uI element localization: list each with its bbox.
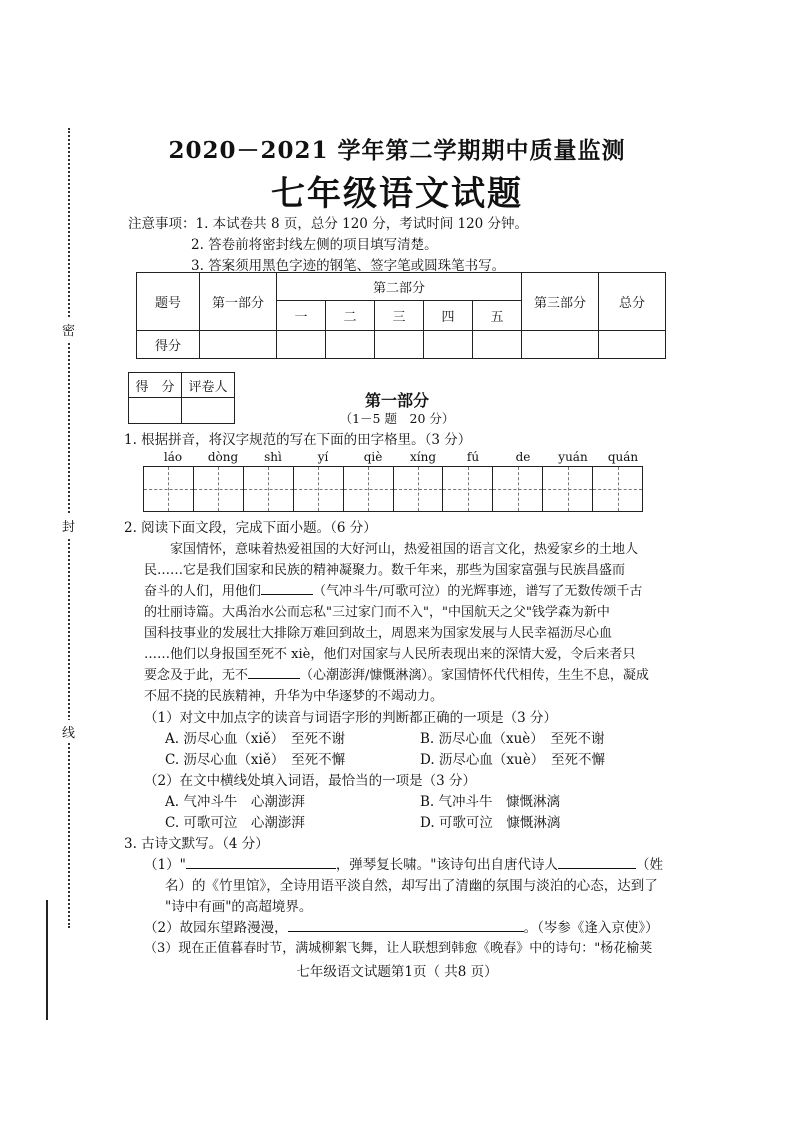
section-3: 三: [375, 301, 424, 331]
score-cell[interactable]: [200, 331, 277, 359]
section-5: 五: [473, 301, 522, 331]
poet-name-blank[interactable]: [558, 856, 636, 869]
page-footer: 七年级语文试题第1页（ 共8 页）: [296, 964, 498, 980]
header-part1: 第一部分: [200, 273, 277, 331]
q2-sub1-option-b[interactable]: B. 沥尽心血（xuè） 至死不谢: [420, 731, 605, 747]
passage-line-4: 的壮丽诗篇。大禹治水公而忘私"三过家门而不入"，"中国航天之父"钱学森为新中: [144, 605, 610, 620]
tianzige-cell[interactable]: [493, 467, 543, 511]
passage-line-7: [144, 664, 649, 683]
q2-sub1-option-a[interactable]: A. 沥尽心血（xiě） 至死不谢: [165, 731, 346, 747]
pinyin-6: xíng: [409, 450, 436, 464]
seal-char-feng: 封: [62, 514, 75, 537]
part1-title: 第一部分: [364, 391, 429, 410]
score-cell[interactable]: [599, 331, 666, 359]
score-cell[interactable]: [424, 331, 473, 359]
header-tihao: 题号: [137, 273, 200, 331]
passage-line-7a: 要念及于此，无不: [144, 668, 249, 683]
q2-sub2-option-c[interactable]: C. 可歌可泣 心潮澎湃: [165, 815, 305, 831]
grader-reviewer-label: 评卷人: [182, 373, 235, 398]
grader-score-label: 得 分: [129, 373, 182, 398]
pinyin-4: yí: [317, 450, 329, 464]
row-defen: 得分: [137, 331, 200, 359]
exam-title: 2020－2021 学年第二学期期中质量监测: [168, 137, 626, 164]
q3-l1-c: （姓: [636, 857, 664, 873]
tianzige-grid: [143, 466, 643, 512]
passage-line-8: 不屈不挠的民族精神，升华为中华逐梦的不竭动力。: [144, 689, 444, 704]
note-2: 2. 答卷前将密封线左侧的项目填写清楚。: [191, 237, 438, 253]
section-2: 二: [326, 301, 375, 331]
q3-l1-a: （1）": [144, 857, 186, 873]
passage-line-2: 民……它是我们国家和民族的精神凝聚力。数千年来，那些为国家富强与民族昌盛而: [144, 563, 626, 578]
q3-l4-a: （2）故园东望路漫漫，: [144, 920, 288, 936]
score-cell[interactable]: [522, 331, 599, 359]
passage-line-1: 家国情怀，意味着热爱祖国的大好河山，热爱祖国的语言文化，热爱家乡的土地人: [170, 542, 639, 557]
score-cell[interactable]: [375, 331, 424, 359]
q2-sub1: （1）对文中加点字的读音与词语字形的判断都正确的一项是（3 分）: [144, 710, 557, 726]
header-part3: 第三部分: [522, 273, 599, 331]
passage-line-5: 国科技事业的发展壮大排除万难回到故土，周恩来为国家发展与人民幸福沥尽心血: [144, 626, 613, 641]
passage-line-3b: （气冲斗牛/可歌可泣）的光辉事迹，谱写了无数传颂千古: [313, 584, 643, 599]
tianzige-cell[interactable]: [244, 467, 294, 511]
section-4: 四: [424, 301, 473, 331]
q3-line-1: [144, 853, 663, 873]
passage-blank-2[interactable]: [248, 666, 300, 679]
pinyin-9: yuán: [558, 450, 588, 464]
poem-blank-1[interactable]: [186, 856, 336, 869]
q2-sub2-option-d[interactable]: D. 可歌可泣 慷慨淋漓: [420, 815, 561, 831]
passage-line-6: ……他们以身报国至死不 xiè，他们对国家与人民所表现出来的深情大爱，令后来者只: [144, 647, 636, 662]
passage-line-7b: （心潮澎湃/慷慨淋漓）。家国情怀代代相传，生生不息，凝成: [300, 668, 649, 683]
score-cell[interactable]: [473, 331, 522, 359]
passage-line-3: [144, 580, 642, 599]
header-part2: 第二部分: [277, 273, 522, 301]
q2-sub1-option-d[interactable]: D. 沥尽心血（xuè） 至死不懈: [420, 752, 605, 768]
q2-sub2-option-b[interactable]: B. 气冲斗牛 慷慨淋漓: [420, 794, 561, 810]
poem-blank-2[interactable]: [288, 919, 524, 932]
pinyin-8: de: [515, 450, 531, 464]
tianzige-cell[interactable]: [593, 467, 642, 511]
exam-subject: 七年级语文试题: [271, 174, 523, 214]
pinyin-3: shì: [264, 450, 282, 464]
passage-line-3a: 奋斗的人们，用他们: [144, 584, 262, 599]
pinyin-2: dòng: [207, 450, 239, 464]
tianzige-cell[interactable]: [543, 467, 593, 511]
tianzige-cell[interactable]: [443, 467, 493, 511]
q3-l4-b: 。（岑参《逢入京使》）: [523, 920, 659, 936]
score-cell[interactable]: [277, 331, 326, 359]
q1-stem: 1. 根据拼音，将汉字规范的写在下面的田字格里。（3 分）: [124, 432, 472, 448]
tianzige-cell[interactable]: [394, 467, 444, 511]
note-1: 注意事项：1. 本试卷共 8 页，总分 120 分，考试时间 120 分钟。: [128, 216, 529, 232]
tianzige-cell[interactable]: [144, 467, 194, 511]
seal-char-mi: 密: [62, 318, 75, 341]
part1-subtitle: （1－5 题 20 分）: [339, 411, 455, 426]
q3-line-2: 名）的《竹里馆》，全诗用语平淡自然，却写出了清幽的氛围与淡泊的心态，达到了: [165, 878, 658, 894]
note-3: 3. 答案须用黑色字迹的钢笔、签字笔或圆珠笔书写。: [191, 258, 506, 274]
tianzige-cell[interactable]: [194, 467, 244, 511]
passage-blank-1[interactable]: [261, 582, 313, 595]
tianzige-cell[interactable]: [294, 467, 344, 511]
q2-sub2-option-a[interactable]: A. 气冲斗牛 心潮澎湃: [165, 794, 305, 810]
header-total: 总分: [599, 273, 666, 331]
pinyin-10: quán: [607, 450, 639, 464]
q2-sub1-option-c[interactable]: C. 沥尽心血（xiě） 至死不懈: [165, 752, 346, 768]
seal-char-xian: 线: [62, 720, 75, 743]
pinyin-7: fú: [466, 450, 480, 464]
section-1: 一: [277, 301, 326, 331]
q3-line-5: （3）现在正值暮春时节，满城柳絮飞舞，让人联想到韩愈《晚春》中的诗句："杨花榆荚: [144, 941, 653, 956]
q3-line-3: "诗中有画"的高超境界。: [165, 899, 313, 915]
q2-stem: 2. 阅读下面文段，完成下面小题。（6 分）: [124, 520, 377, 536]
q3-line-4: [144, 916, 659, 936]
tianzige-cell[interactable]: [344, 467, 394, 511]
pinyin-5: qiè: [363, 450, 383, 464]
q3-l1-b: ，弹琴复长啸。"该诗句出自唐代诗人: [335, 857, 559, 873]
q2-sub2: （2）在文中横线处填入词语，最恰当的一项是（3 分）: [144, 773, 476, 789]
q3-stem: 3. 古诗文默写。（4 分）: [124, 836, 269, 852]
score-cell[interactable]: [326, 331, 375, 359]
score-table: [136, 272, 666, 359]
pinyin-1: láo: [163, 450, 183, 464]
